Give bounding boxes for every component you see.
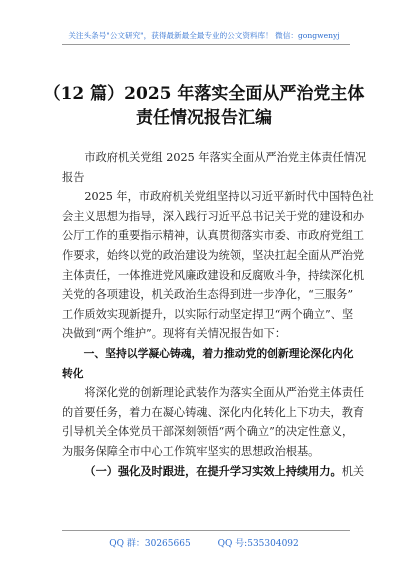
section-heading-line: 转化 bbox=[62, 366, 84, 380]
header-divider bbox=[62, 44, 350, 45]
footer-divider bbox=[62, 530, 350, 531]
intro-line: 报告 bbox=[62, 170, 85, 184]
footer-qq-group: QQ 群：30265665 bbox=[109, 539, 191, 549]
intro-line: 市政府机关党组 2025 年落实全面从严治党主体责任情况 bbox=[84, 151, 367, 164]
paragraph-line: 的首要任务，着力在凝心铸魂、深化内化转化上下功夫，教育 bbox=[62, 405, 365, 419]
footer-qq-number: QQ 号:535304092 bbox=[217, 539, 299, 549]
paragraph-line: 公厅工作的重要指示精神，认真贯彻落实市委、市政府党组工 bbox=[62, 229, 365, 243]
subsection-heading-bold: （一）强化及时跟进，在提升学习实效上持续用力。 bbox=[84, 463, 342, 478]
paragraph-line: 关党的各项建设，机关政治生态得到进一步净化，“三服务” bbox=[62, 288, 354, 302]
document-body bbox=[62, 148, 374, 481]
paragraph-line: 主体责任，一体推进党风廉政建设和反腐败斗争，持续深化机 bbox=[62, 268, 365, 282]
paragraph-line: 工作质效实现新提升，以实际行动坚定捍卫“两个确立”、坚 bbox=[62, 307, 354, 321]
subsection-heading bbox=[62, 462, 365, 482]
document-title-line-2: 责任情况报告汇编 bbox=[136, 108, 272, 128]
paragraph-line: 引导机关全体党员干部深刻领悟“两个确立”的决定性意义， bbox=[62, 425, 354, 439]
section-heading-line: 一、坚持以学凝心铸魂，着力推动党的创新理论深化内化 bbox=[83, 346, 354, 360]
subsection-heading-rest: 机关 bbox=[341, 464, 365, 478]
document-title bbox=[0, 82, 408, 130]
paragraph-line: 作要求，始终以党的政治建设为统领，坚决扛起全面从严治党 bbox=[62, 248, 365, 262]
paragraph-line: 决做到“两个维护”。现将有关情况报告如下： bbox=[62, 327, 287, 341]
paragraph-line: 会主义思想为指导，深入践行习近平总书记关于党的建设和办 bbox=[62, 209, 365, 223]
paragraph-line: 2025 年，市政府机关党组坚持以习近平新时代中国特色社 bbox=[84, 190, 374, 204]
footer-contact bbox=[0, 536, 408, 549]
document-title-line-1: （12 篇）2025 年落实全面从严治党主体 bbox=[43, 84, 365, 104]
paragraph-line: 将深化党的创新理论武装作为落实全面从严治党主体责任 bbox=[84, 386, 365, 400]
header-banner: 关注头条号"公文研究"，获得最新最全最专业的公文资料库！ 微信：gongwenyj bbox=[68, 31, 340, 40]
paragraph-line: 为服务保障全市中心工作筑牢坚实的思想政治根基。 bbox=[62, 444, 320, 458]
